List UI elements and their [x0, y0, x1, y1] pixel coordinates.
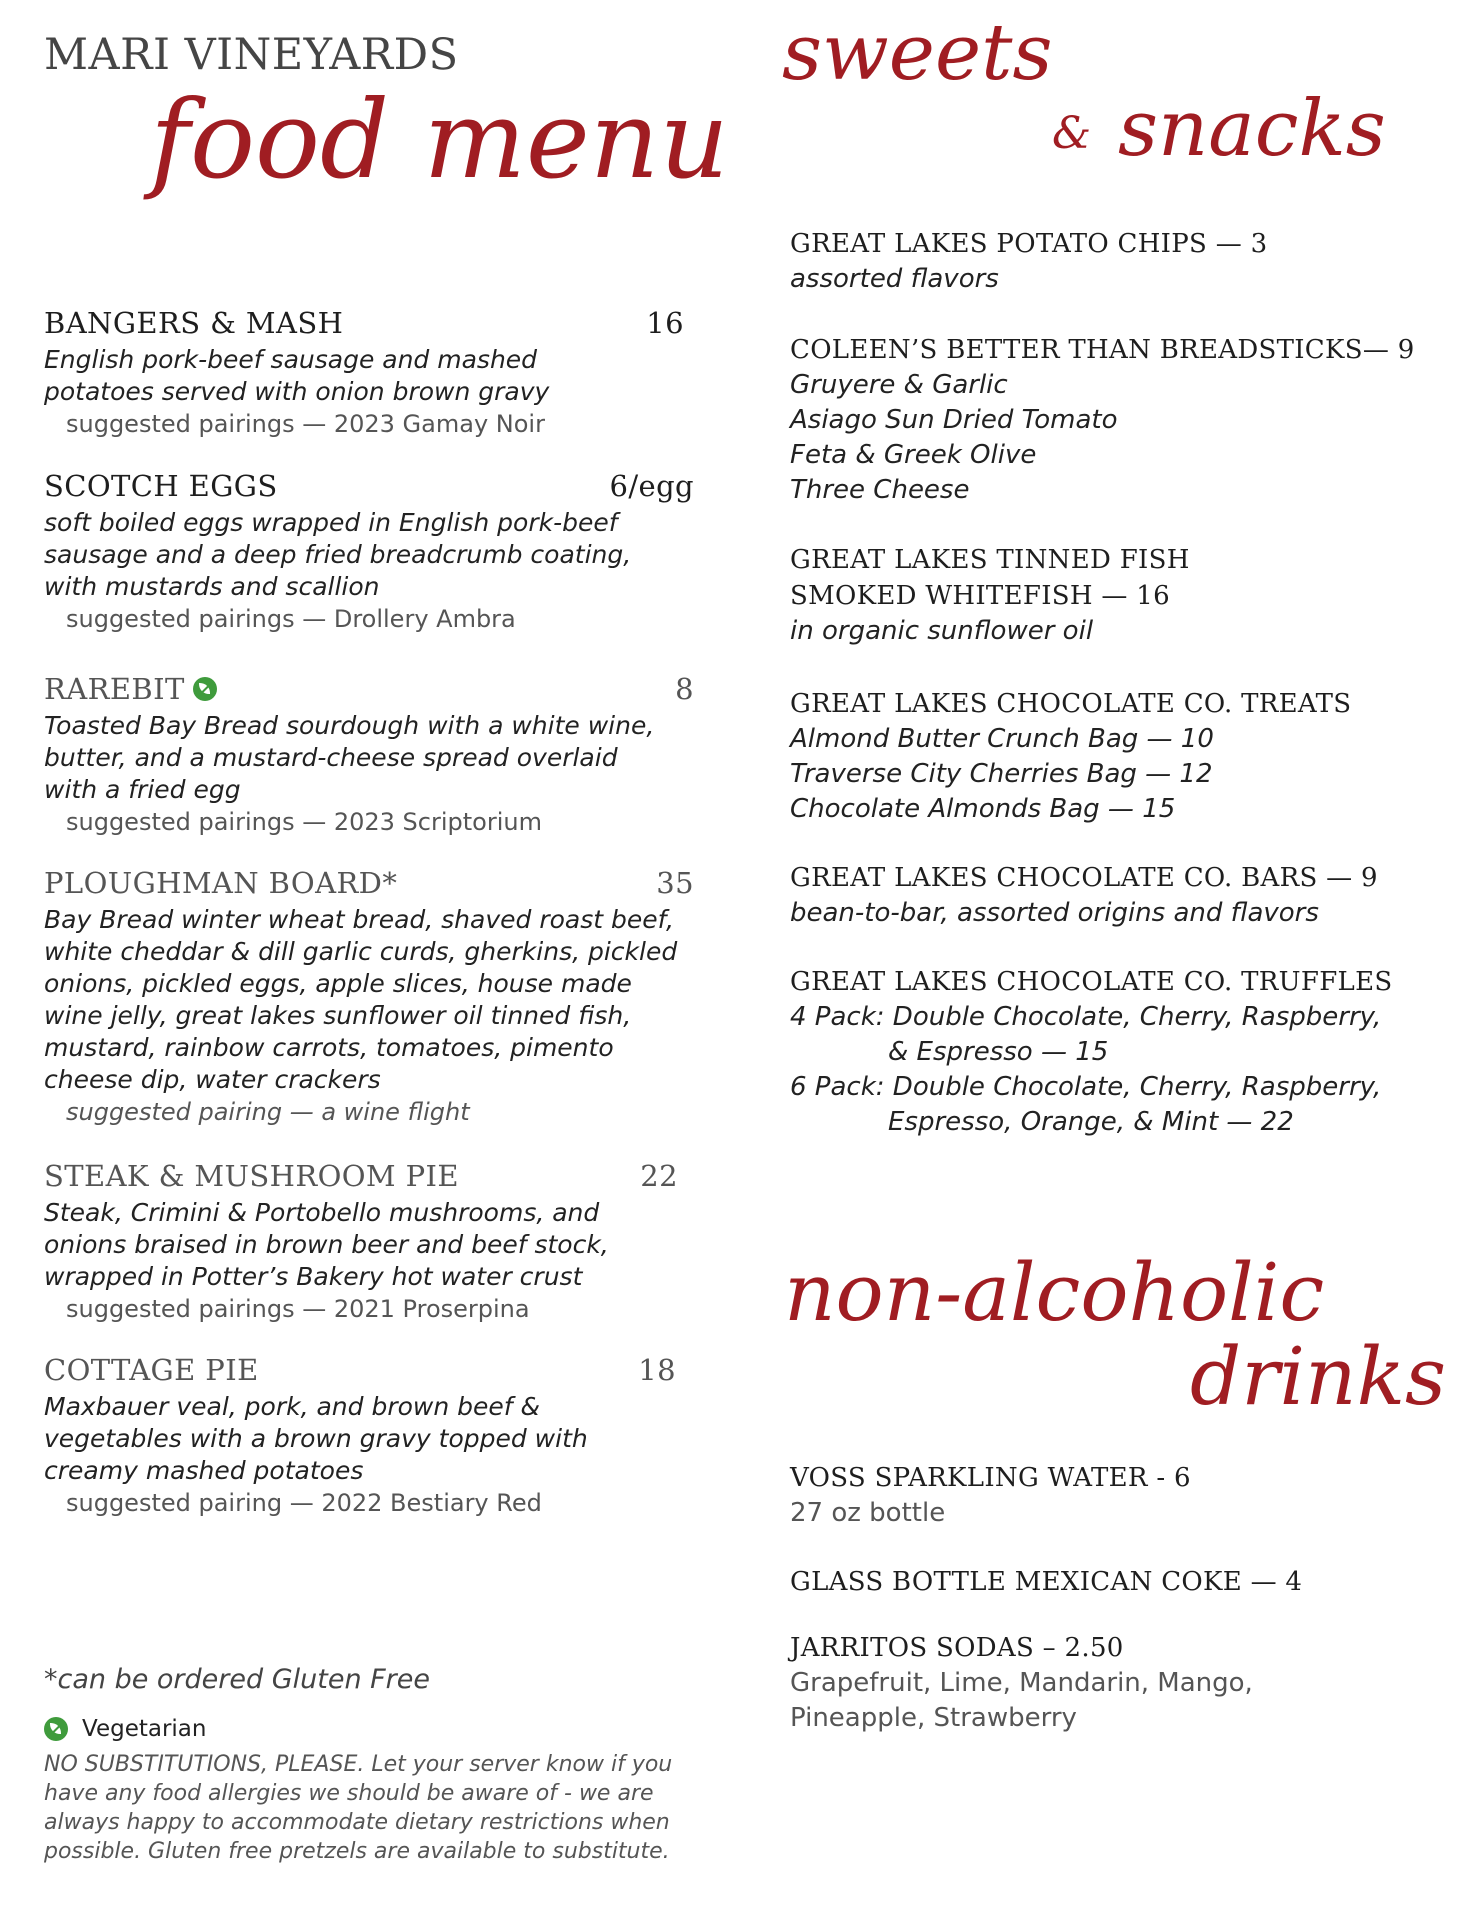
snack-chocolate-bars — [790, 860, 1470, 931]
snack-breadsticks — [790, 332, 1470, 508]
item-name: PLOUGHMAN BOARD* — [44, 866, 398, 900]
item-price: 18 — [638, 1353, 676, 1387]
item-pairing: suggested pairings — 2021 Proserpina — [66, 1295, 530, 1323]
sweets-heading: sweets — [782, 8, 1053, 98]
snack-title: COLEEN’S BETTER THAN BREADSTICKS— 9 — [790, 335, 1415, 365]
snack-title: GREAT LAKES CHOCOLATE CO. BARS — 9 — [790, 863, 1378, 893]
drink-line: Grapefruit, Lime, Mandarin, Mango, — [790, 1668, 1253, 1698]
snacks-heading: snacks — [1118, 84, 1386, 174]
drink-title: JARRITOS SODAS – 2.50 — [790, 1633, 1124, 1663]
item-name: SCOTCH EGGS — [44, 469, 278, 503]
item-pairing: suggested pairings — Drollery Ambra — [66, 605, 516, 633]
item-price: 16 — [646, 306, 684, 340]
snack-chocolate-treats — [790, 686, 1470, 827]
item-name: COTTAGE PIE — [44, 1353, 259, 1387]
snack-subtitle: SMOKED WHITEFISH — 16 — [790, 581, 1170, 611]
drink-line: Pineapple, Strawberry — [790, 1703, 1077, 1733]
item-description: English pork-beef sausage and mashed potatoes served with onion brown gravy — [44, 345, 550, 406]
item-pairing: suggested pairings — 2023 Scriptorium — [66, 808, 542, 836]
ampersand-heading: & — [1052, 108, 1092, 159]
vegetarian-label: Vegetarian — [82, 1716, 207, 1742]
snack-line: assorted flavors — [790, 264, 999, 294]
non-alcoholic-heading: non-alcoholic — [784, 1246, 1325, 1339]
drink-title: GLASS BOTTLE MEXICAN COKE — 4 — [790, 1567, 1303, 1597]
item-description: Toasted Bay Bread sourdough with a white wine, butter, and a mustard-cheese spread overlaid with a fried egg — [44, 711, 655, 804]
menu-item-scotch-eggs — [44, 469, 694, 635]
food-menu-heading: food menu — [150, 78, 729, 203]
item-description: soft boiled eggs wrapped in English pork-beef sausage and a deep fried breadcrumb coating, with mustards and scallion — [44, 508, 632, 601]
snack-line: Three Cheese — [790, 475, 970, 505]
menu-item-steak-pie — [44, 1159, 694, 1325]
drink-line: 27 oz bottle — [790, 1498, 946, 1528]
disclaimer: NO SUBSTITUTIONS, PLEASE. Let your server know if you have any food allergies we should be aware of - we are always happy to accommodate dietary restrictions when possible. Gluten free pretzels are available to substitute. — [44, 1752, 673, 1864]
snack-title: GREAT LAKES CHOCOLATE CO. TRUFFLES — [790, 967, 1393, 997]
drinks-heading: drinks — [1190, 1330, 1447, 1423]
snack-title: GREAT LAKES POTATO CHIPS — 3 — [790, 229, 1268, 259]
snack-tinned-fish — [790, 542, 1470, 649]
menu-item-cottage-pie — [44, 1353, 694, 1519]
item-name: RAREBIT — [44, 672, 185, 706]
snack-title: GREAT LAKES CHOCOLATE CO. TREATS — [790, 689, 1352, 719]
snack-line: Chocolate Almonds Bag — 15 — [790, 794, 1176, 824]
drink-title: VOSS SPARKLING WATER - 6 — [790, 1463, 1191, 1493]
vegetarian-legend — [44, 1716, 206, 1742]
item-pairing: suggested pairing — 2022 Bestiary Red — [66, 1489, 542, 1517]
leaf-icon — [44, 1717, 68, 1741]
snack-line: 4 Pack: Double Chocolate, Cherry, Raspberry, — [790, 1002, 1382, 1032]
menu-item-rarebit — [44, 672, 694, 838]
brand-title: MARI VINEYARDS — [44, 30, 459, 80]
item-price: 8 — [675, 672, 694, 706]
snack-line: in organic sunflower oil — [790, 616, 1094, 646]
snack-line: Traverse City Cherries Bag — 12 — [790, 759, 1213, 789]
item-description: Maxbauer veal, pork, and brown beef & vegetables with a brown gravy topped with creamy mashed potatoes — [44, 1392, 588, 1485]
menu-item-bangers — [44, 306, 694, 440]
leaf-icon — [193, 677, 217, 701]
snack-potato-chips — [790, 226, 1470, 297]
item-price: 35 — [656, 866, 694, 900]
snack-title: GREAT LAKES TINNED FISH — [790, 545, 1190, 575]
menu-item-ploughman — [44, 866, 694, 1128]
item-pairing: suggested pairing — a wine flight — [66, 1098, 470, 1126]
drink-jarritos — [790, 1630, 1470, 1736]
snack-line: Gruyere & Garlic — [790, 370, 1008, 400]
item-price: 6/egg — [609, 469, 694, 503]
item-name: BANGERS & MASH — [44, 306, 344, 340]
snack-line: bean-to-bar, assorted origins and flavors — [790, 898, 1319, 928]
item-name-wrap — [44, 672, 217, 706]
snack-line: Espresso, Orange, & Mint — 22 — [888, 1107, 1294, 1137]
gluten-free-footnote: *can be ordered Gluten Free — [44, 1664, 431, 1695]
item-pairing: suggested pairings — 2023 Gamay Noir — [66, 410, 545, 438]
snack-line: & Espresso — 15 — [888, 1037, 1109, 1067]
snack-line: Asiago Sun Dried Tomato — [790, 405, 1118, 435]
item-price: 22 — [640, 1159, 678, 1193]
item-name: STEAK & MUSHROOM PIE — [44, 1159, 459, 1193]
drink-mexican-coke — [790, 1564, 1470, 1600]
snack-line: Almond Butter Crunch Bag — 10 — [790, 724, 1214, 754]
snack-line: 6 Pack: Double Chocolate, Cherry, Raspberry, — [790, 1072, 1382, 1102]
drink-voss — [790, 1460, 1470, 1531]
snack-line: Feta & Greek Olive — [790, 440, 1037, 470]
item-description: Bay Bread winter wheat bread, shaved roast beef, white cheddar & dill garlic curds, gherkins, pickled onions, pickled eggs, apple slices, house made wine jelly, great lakes sunflower oil tinned fish, mustard, rainbow carrots, tomatoes, pimento cheese dip, water crackers — [44, 905, 678, 1094]
snack-chocolate-truffles — [790, 964, 1470, 1140]
item-description: Steak, Crimini & Portobello mushrooms, and onions braised in brown beer and beef stock, wrapped in Potter’s Bakery hot water crust — [44, 1198, 609, 1291]
